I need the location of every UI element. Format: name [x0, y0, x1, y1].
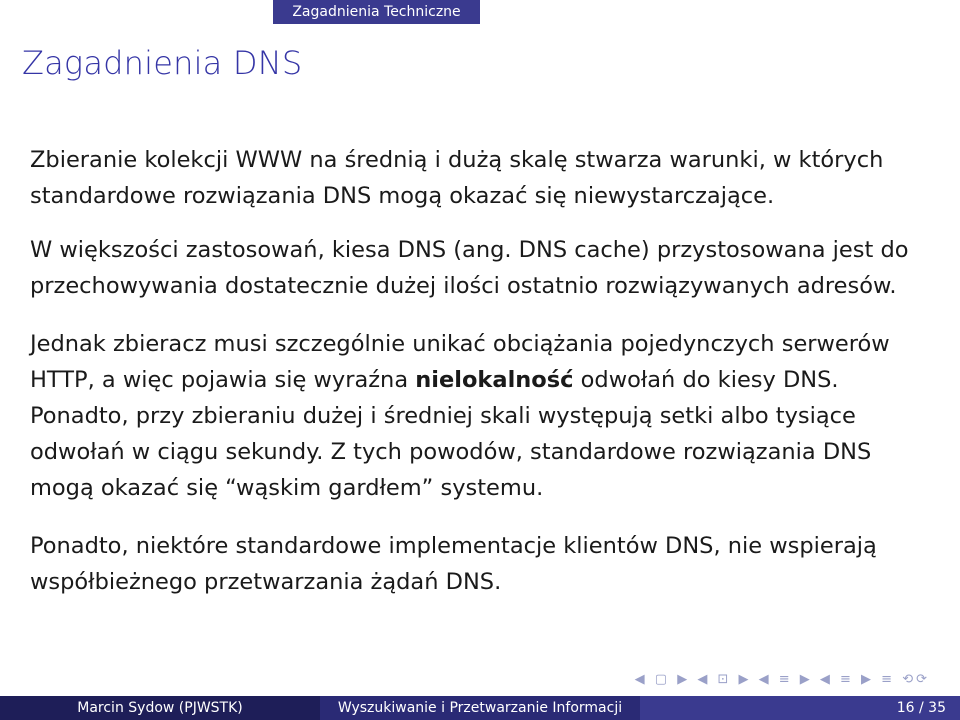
- paragraph-1: Zbieranie kolekcji WWW na średnią i dużą skalę stwarza warunki, w których standardowe rozwiązania DNS mogą okazać się niewystarczające.: [30, 147, 884, 209]
- paragraph-3-start: Jednak zbieracz musi szczególnie unikać obciążania pojedynczych serwerów HTTP, a więc pojawia się wyraźna: [30, 331, 890, 393]
- footer-author: Marcin Sydow (PJWSTK): [0, 696, 320, 720]
- paragraph-3-end: odwołań do kiesy DNS. Ponadto, przy zbieraniu dużej i średniej skali występują setki albo tysiące odwołań w ciągu sekundy. Z tych powodów, standardowe rozwiązania DNS mogą okazać się “wąskim gardłem” systemu.: [30, 367, 872, 501]
- section-title: Zagadnienia Techniczne: [273, 0, 480, 24]
- emphasis-term: nielokalność: [415, 367, 574, 393]
- header-bar: [0, 0, 960, 24]
- paragraph-4: Ponadto, niektóre standardowe implementacje klientów DNS, nie wspierają współbieżnego przetwarzania żądań DNS.: [30, 533, 877, 595]
- footer-page-number: 16 / 35: [640, 696, 960, 720]
- footer-course: Wyszukiwanie i Przetwarzanie Informacji: [320, 696, 640, 720]
- footer-bar: [0, 696, 960, 720]
- paragraph-3: [30, 326, 940, 506]
- navigation-controls[interactable]: ◀ ▢ ▶ ◀ ⊡ ▶ ◀ ≡ ▶ ◀ ≡ ▶ ≡ ⟲⟳: [634, 672, 930, 687]
- frame-title: Zagadnienia DNS: [22, 44, 303, 82]
- slide-content: [30, 142, 940, 622]
- paragraph-2: W większości zastosowań, kiesa DNS (ang. DNS cache) przystosowana jest do przechowywania dostatecznie dużej ilości ostatnio rozwiązywanych adresów.: [30, 237, 909, 299]
